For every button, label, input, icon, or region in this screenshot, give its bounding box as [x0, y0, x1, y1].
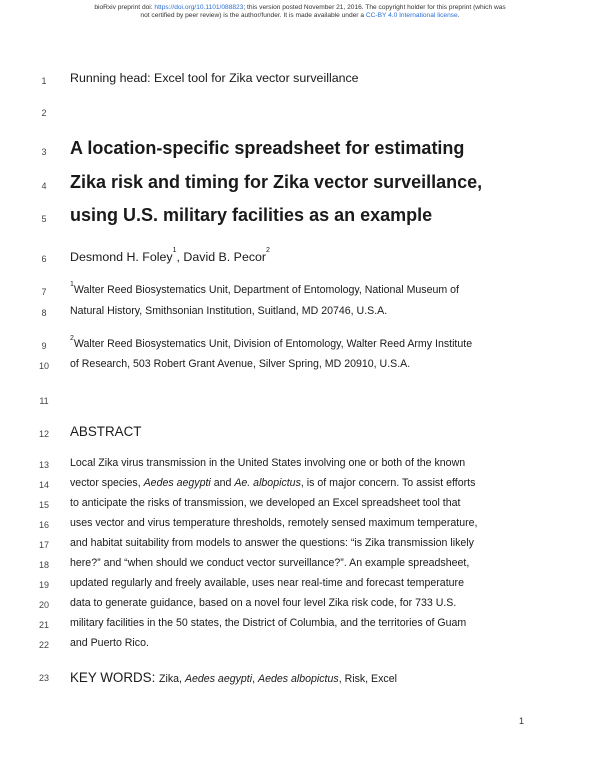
abstract-text-part: vector species,	[70, 477, 144, 489]
affiliation-1	[70, 281, 459, 296]
abstract-text: and Puerto Rico.	[70, 637, 149, 649]
abstract-text: here?” and “when should we conduct vector surveillance?”. An example spreadsheet,	[70, 557, 470, 569]
line-number: 16	[38, 520, 49, 530]
keyword-separator: ,	[252, 673, 258, 685]
abstract-text: and habitat suitability from models to answer the questions: “is Zika transmission likely	[70, 537, 474, 549]
affiliation-marker: 2	[266, 247, 270, 254]
abstract-text: to anticipate the risks of transmission, we developed an Excel spreadsheet tool that	[70, 497, 461, 509]
affiliation-text: Natural History, Smithsonian Institution, Suitland, MD 20746, U.S.A.	[70, 305, 388, 317]
affiliation-2	[70, 335, 473, 350]
doi-link[interactable]: https://doi.org/10.1101/088823	[154, 4, 244, 11]
abstract-text: data to generate guidance, based on a novel four level Zika risk code, for 733 U.S.	[70, 597, 457, 609]
abstract-text: Local Zika virus transmission in the United States involving one or both of the known	[70, 457, 466, 469]
line-number: 23	[38, 673, 49, 683]
line-number: 19	[38, 580, 49, 590]
line-number: 5	[41, 214, 47, 224]
keywords	[70, 669, 397, 687]
keyword: Aedes albopictus	[258, 673, 339, 685]
affiliation-marker: 1	[70, 281, 74, 288]
paper-title: A location-specific spreadsheet for estimating	[70, 138, 465, 158]
abstract-text-part: , is of major concern. To assist efforts	[300, 477, 476, 489]
preprint-text: not certified by peer review) is the author/funder. It is made available under a	[140, 12, 366, 19]
line-number: 14	[38, 480, 49, 490]
line-number: 7	[41, 287, 47, 297]
line-number: 13	[38, 460, 49, 470]
abstract-text	[70, 477, 475, 489]
keyword: , Risk, Excel	[338, 673, 397, 685]
line-number: 22	[38, 640, 49, 650]
affiliation-marker: 1	[172, 247, 177, 254]
line-number: 18	[38, 560, 49, 570]
line-number: 10	[38, 361, 49, 371]
preprint-text: bioRxiv preprint doi:	[94, 4, 155, 11]
author-name: David B. Pecor	[183, 250, 267, 264]
line-number: 9	[41, 341, 47, 351]
author-separator: ,	[176, 250, 184, 264]
line-number: 1	[41, 76, 47, 86]
page-number: 1	[519, 716, 525, 726]
abstract-text-part: and	[210, 477, 235, 489]
preprint-notice	[40, 4, 560, 20]
line-number: 2	[41, 108, 47, 118]
paper-title: Zika risk and timing for Zika vector surveillance,	[70, 172, 483, 192]
line-number: 6	[41, 254, 47, 264]
line-number: 3	[41, 147, 47, 157]
license-link[interactable]: CC-BY 4.0 International license	[365, 12, 458, 19]
abstract-text: military facilities in the 50 states, the District of Columbia, and the territories of Guam	[70, 617, 467, 629]
paper-title: using U.S. military facilities as an example	[70, 205, 433, 225]
running-head: Running head: Excel tool for Zika vector surveillance	[70, 71, 359, 85]
abstract-text: uses vector and virus temperature thresholds, remotely sensed maximum temperature,	[70, 517, 478, 529]
preprint-text: .	[457, 12, 460, 19]
affiliation-marker: 2	[70, 335, 74, 342]
keyword: Aedes aegypti	[184, 673, 253, 685]
line-number: 11	[39, 396, 49, 406]
affiliation-text: Walter Reed Biosystematics Unit, Department of Entomology, National Museum of	[73, 284, 459, 296]
authors	[70, 247, 270, 264]
author-name: Desmond H. Foley	[70, 250, 173, 264]
line-number: 20	[38, 600, 49, 610]
line-number: 12	[38, 429, 49, 439]
species-name: Ae. albopictus	[234, 477, 301, 489]
line-number: 4	[41, 181, 47, 191]
line-number: 8	[41, 308, 47, 318]
line-number: 21	[38, 620, 49, 630]
keywords-label: KEY WORDS:	[70, 670, 160, 685]
abstract-text: updated regularly and freely available, uses near real-time and forecast temperature	[70, 577, 464, 589]
preprint-text: ; this version posted November 21, 2016. The copyright holder for this preprint (which was	[243, 4, 506, 11]
line-number: 17	[38, 540, 49, 550]
affiliation-text: of Research, 503 Robert Grant Avenue, Silver Spring, MD 20910, U.S.A.	[70, 358, 411, 370]
species-name: Aedes aegypti	[143, 477, 211, 489]
keyword: Zika,	[159, 673, 185, 685]
abstract-heading: ABSTRACT	[70, 424, 142, 439]
line-number: 15	[38, 500, 49, 510]
affiliation-text: Walter Reed Biosystematics Unit, Division of Entomology, Walter Reed Army Institute	[73, 338, 473, 350]
